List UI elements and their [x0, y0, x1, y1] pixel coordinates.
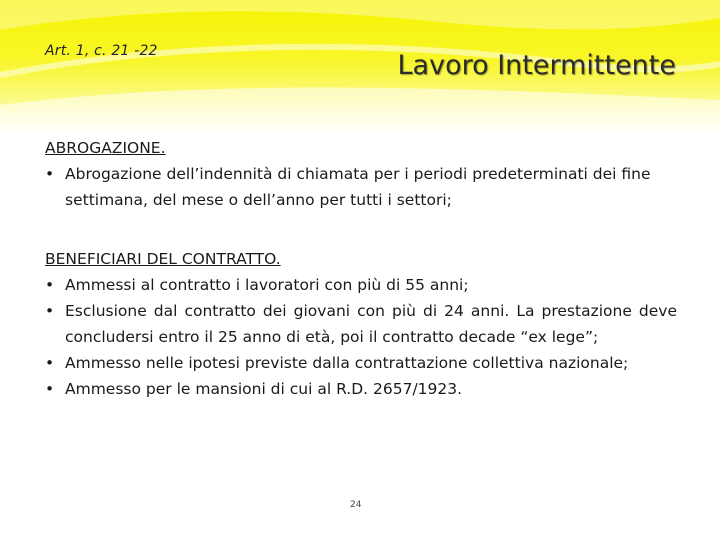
bullet-icon: • [45, 165, 55, 183]
page-number: 24 [350, 500, 362, 510]
section-heading-abrogazione: ABROGAZIONE. [45, 139, 166, 157]
bullet-icon: • [45, 354, 55, 372]
bullet-icon: • [45, 276, 55, 294]
list-item-text: Ammesso nelle ipotesi previste dalla contrattazione collettiva nazionale; [65, 354, 629, 372]
section-beneficiari [45, 246, 677, 402]
bullet-icon: • [45, 302, 55, 320]
bullet-icon: • [45, 380, 55, 398]
list-item [45, 350, 677, 376]
list-item-text: Abrogazione dell’indennità di chiamata per i periodi predeterminati dei fine settimana, del mese o dell’anno per tutti i settori; [65, 165, 651, 209]
section-abrogazione [45, 135, 677, 213]
list-item [45, 161, 677, 213]
slide-title: Lavoro Intermittente [397, 50, 676, 81]
list-item-text: Ammesso per le mansioni di cui al R.D. 2657/1923. [65, 380, 463, 398]
list-item [45, 272, 677, 298]
list-item-text: Esclusione dal contratto dei giovani con più di 24 anni. La prestazione deve concludersi entro il 25 anno di età, poi il contratto decade “ex lege”; [65, 302, 677, 346]
section-heading-beneficiari: BENEFICIARI DEL CONTRATTO. [45, 250, 281, 268]
list-item [45, 298, 677, 350]
list-item [45, 376, 677, 402]
list-item-text: Ammessi al contratto i lavoratori con più di 55 anni; [65, 276, 469, 294]
article-reference: Art. 1, c. 21 -22 [45, 43, 158, 59]
